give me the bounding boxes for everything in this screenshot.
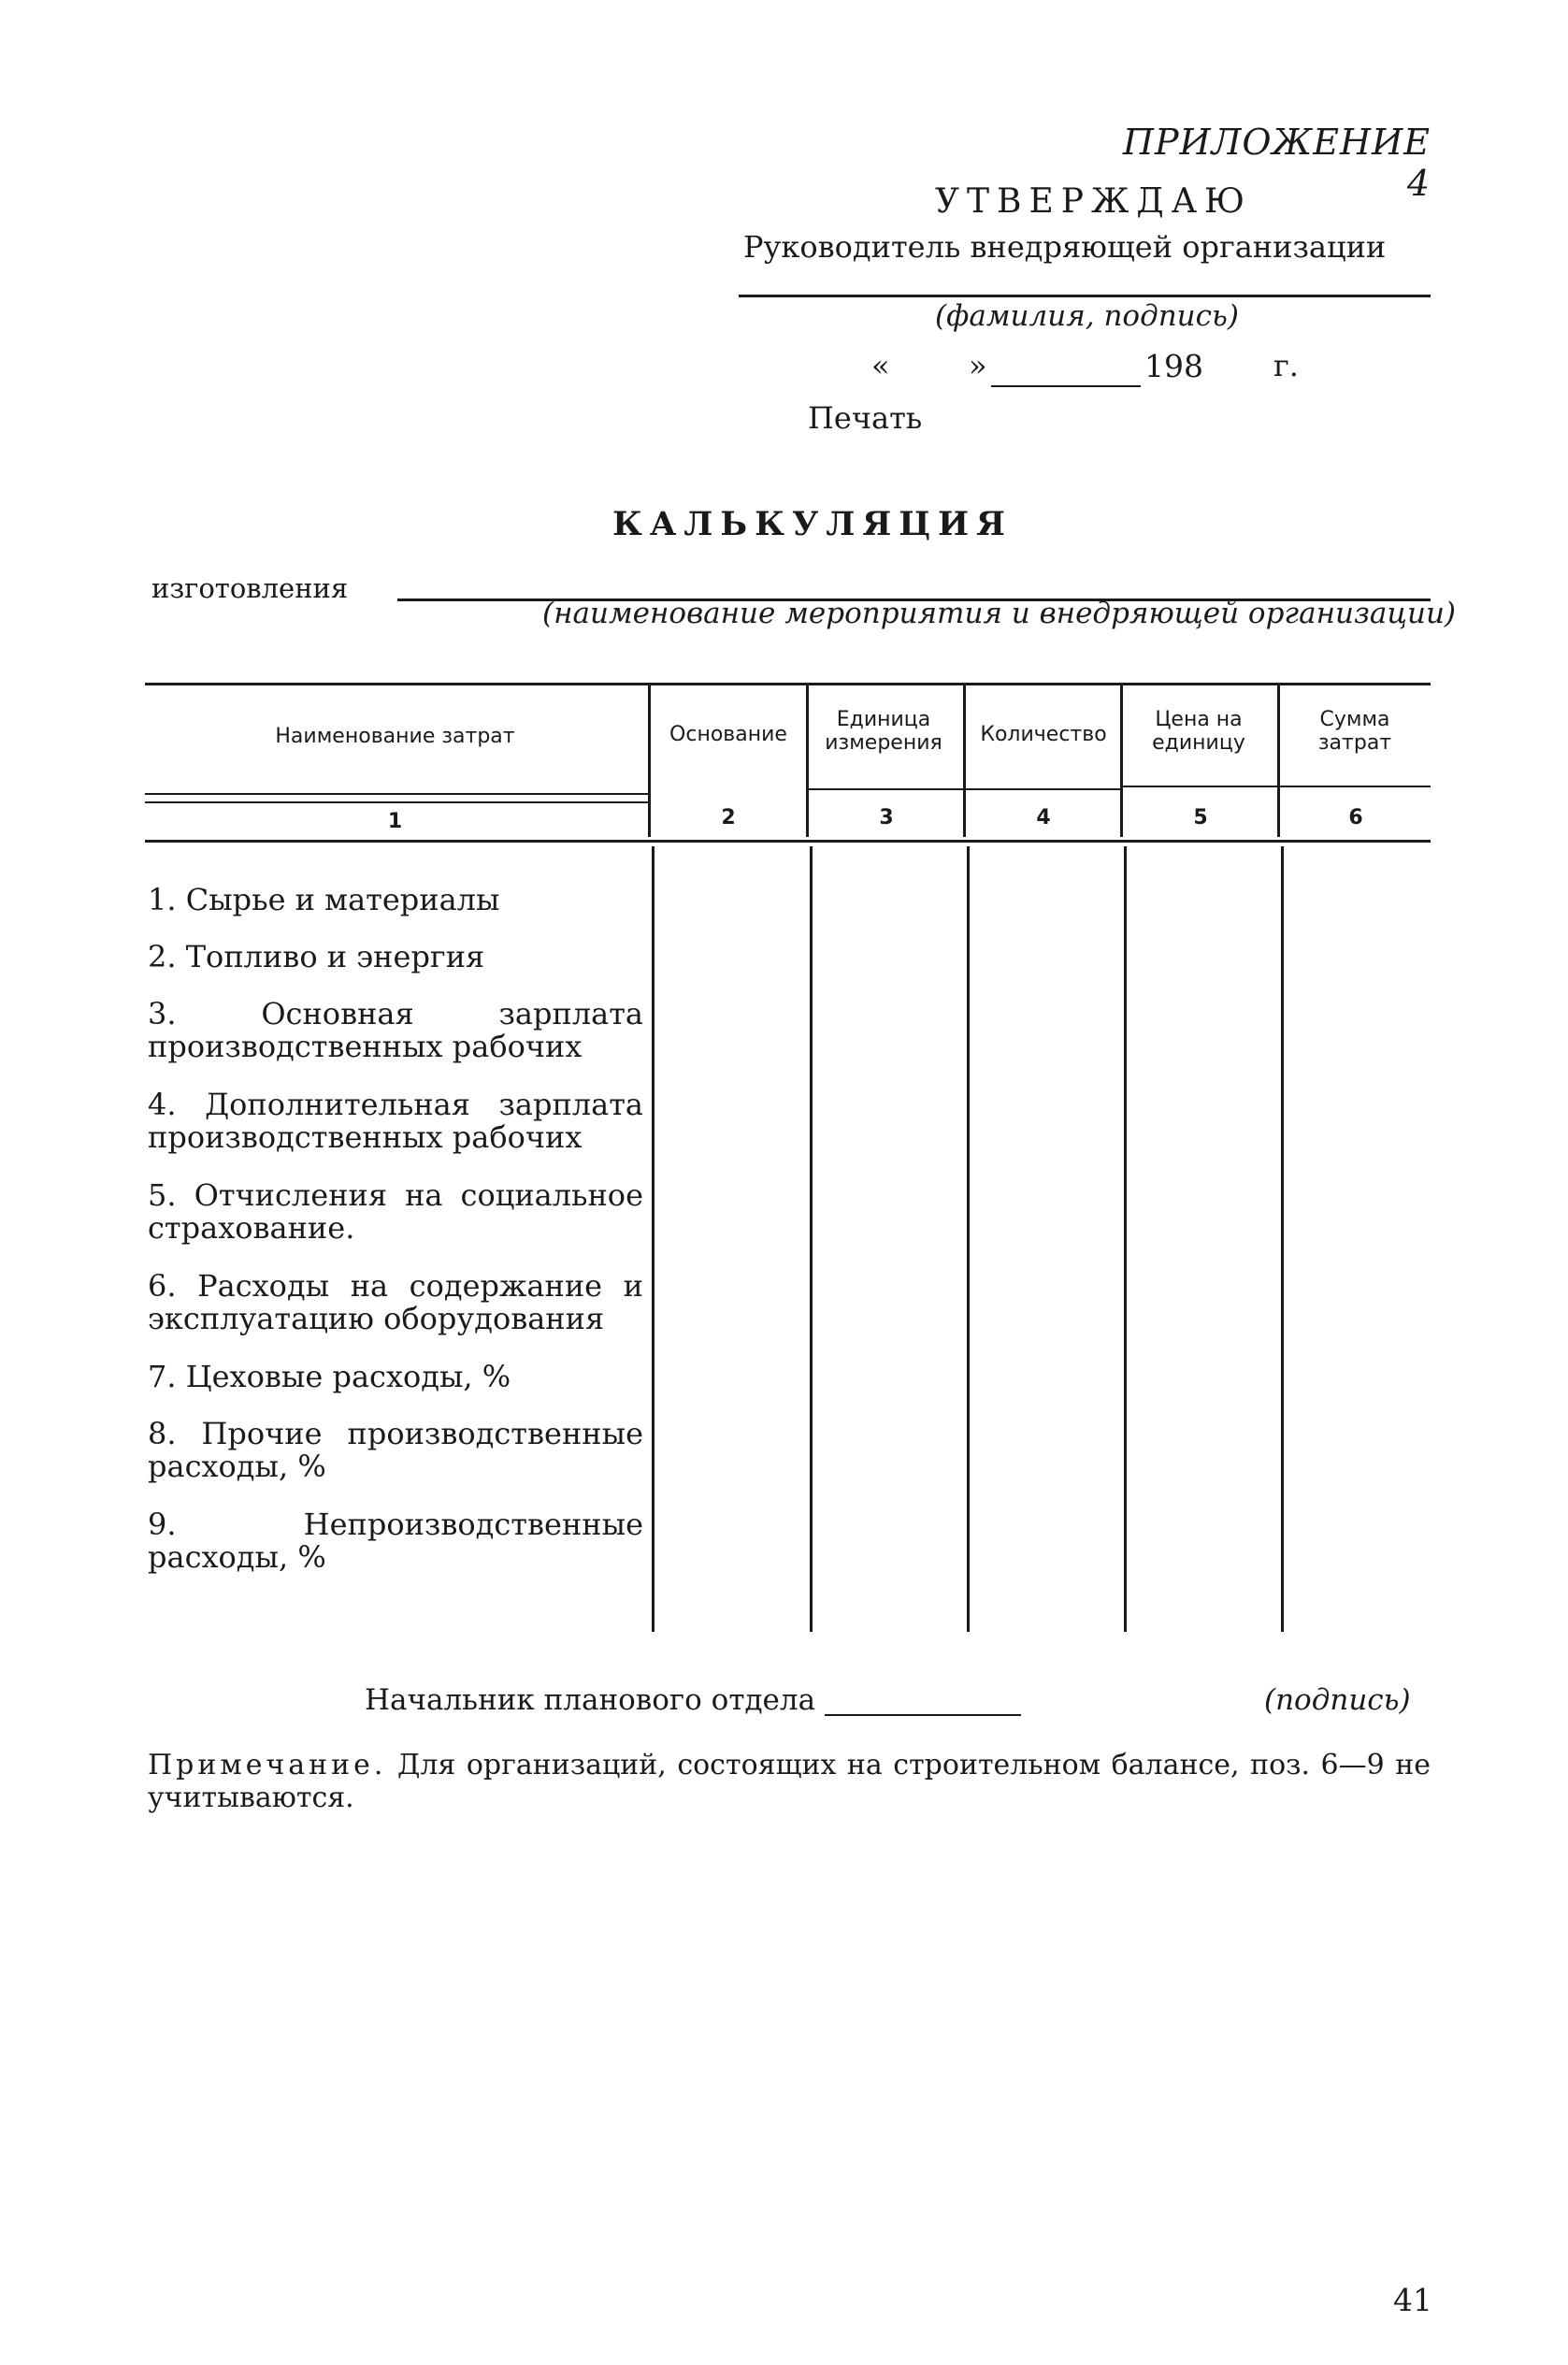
header-quantity: Количество: [980, 723, 1107, 746]
column-number-3: 3: [879, 806, 894, 829]
page-number: 41: [1393, 2282, 1432, 2318]
cost-item-4: 4. Дополнительная зарплата производственных рабочих: [148, 1087, 643, 1155]
body-divider-1: [652, 846, 655, 1632]
appendix-label: ПРИЛОЖЕНИЕ 4: [1122, 122, 1431, 204]
planning-head-sign-line: [825, 1714, 1021, 1716]
header-divider-4: [1120, 683, 1123, 837]
header-divider-1: [648, 683, 651, 837]
header-basis: Основание: [669, 723, 787, 746]
date-suffix: г.: [1273, 348, 1299, 383]
cost-item-7: 7. Цеховые расходы, %: [148, 1359, 511, 1394]
cost-item-2: 2. Топливо и энергия: [148, 939, 485, 974]
planning-head-label: Начальник планового отдела: [365, 1683, 816, 1717]
cost-item-8: 8. Прочие производственные расходы, %: [148, 1416, 643, 1484]
cost-item-9: 9. Непроизводственные расходы, %: [148, 1507, 643, 1575]
column-number-rule: [145, 840, 1431, 843]
date-year: 198: [1144, 348, 1203, 384]
body-divider-4: [1124, 846, 1127, 1632]
header-divider-5: [1277, 683, 1280, 837]
note: [148, 1749, 1431, 1814]
header-cost-name: Наименование затрат: [275, 725, 515, 748]
signature-caption: (подпись): [1264, 1683, 1411, 1717]
column-number-2: 2: [721, 806, 736, 829]
header-rule-1b: [145, 801, 648, 803]
cost-item-1: 1. Сырье и материалы: [148, 882, 500, 917]
cost-item-5: 5. Отчисления на социальное страхование.: [148, 1177, 643, 1246]
note-label: Примечание.: [148, 1749, 387, 1781]
header-unit-price: Цена на единицу: [1152, 708, 1245, 755]
cost-item-3: 3. Основная зарплата производственных рабочих: [148, 996, 643, 1064]
table-top-rule: [145, 683, 1431, 685]
header-rule-6: [1277, 786, 1431, 787]
body-divider-3: [967, 846, 970, 1632]
document-title: КАЛЬКУЛЯЦИЯ: [612, 505, 1013, 543]
cost-item-6: 6. Расходы на содержание и эксплуатацию оборудования: [148, 1268, 643, 1336]
manufacture-caption: (наименование мероприятия и внедряющей организации): [542, 597, 1457, 630]
header-divider-3: [963, 683, 966, 837]
column-number-4: 4: [1036, 806, 1051, 829]
header-rule-5: [1120, 786, 1277, 787]
body-divider-5: [1281, 846, 1284, 1632]
header-total: Сумма затрат: [1317, 708, 1392, 755]
column-number-5: 5: [1193, 806, 1208, 829]
header-unit: Единица измерения: [825, 708, 942, 755]
manufacture-label: изготовления: [151, 572, 349, 604]
date-blank-line: [991, 385, 1141, 387]
column-number-6: 6: [1348, 806, 1363, 829]
approve-stamp: УТВЕРЖДАЮ: [935, 182, 1252, 221]
column-number-1: 1: [387, 810, 403, 833]
fio-caption: (фамилия, подпись): [935, 299, 1239, 333]
signature-line: [739, 295, 1431, 297]
header-rule-3: [806, 788, 963, 790]
seal-label: Печать: [808, 400, 923, 436]
date-open-quote: «: [871, 348, 890, 383]
date-close-quote: »: [969, 348, 987, 383]
header-divider-2: [806, 683, 809, 837]
note-text: Для организаций, состоящих на строительном балансе, поз. 6—9 не учитываются.: [148, 1749, 1431, 1814]
header-rule-4: [963, 788, 1120, 790]
header-rule-1: [145, 793, 648, 795]
body-divider-2: [810, 846, 813, 1632]
head-role: Руководитель внедряющей организации: [743, 229, 1387, 265]
